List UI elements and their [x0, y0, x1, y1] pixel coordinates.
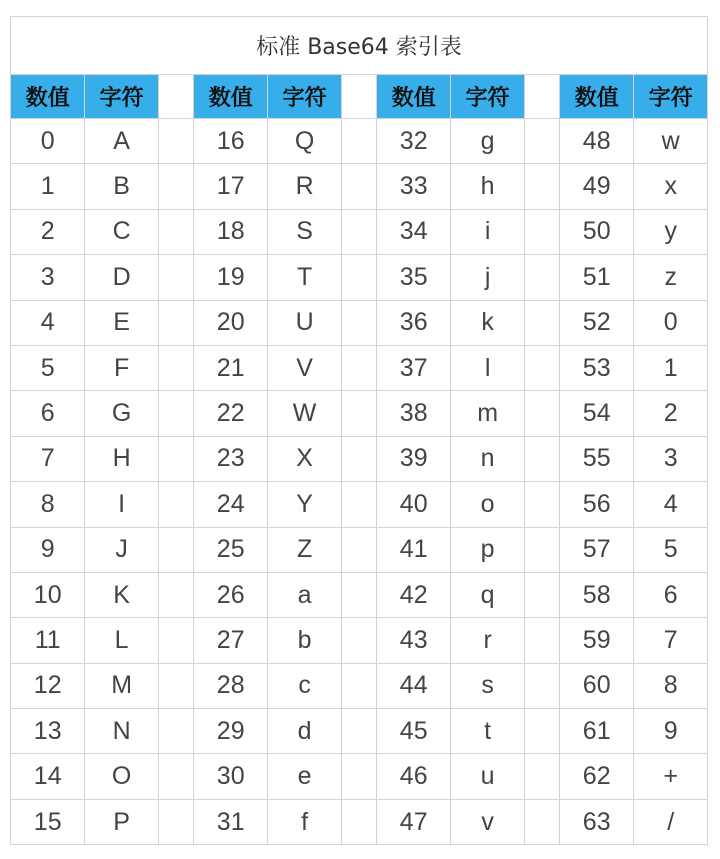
column-spacer: [341, 709, 376, 754]
column-spacer: [524, 75, 559, 119]
index-value-cell: 40: [377, 482, 451, 527]
column-spacer: [341, 300, 376, 345]
column-spacer: [158, 709, 193, 754]
column-spacer: [524, 255, 559, 300]
header-char: 字符: [268, 75, 341, 119]
column-spacer: [524, 345, 559, 390]
base64-char-cell: c: [268, 663, 341, 708]
index-value-cell: 35: [377, 255, 451, 300]
index-value-cell: 6: [11, 391, 85, 436]
index-value-cell: 8: [11, 482, 85, 527]
base64-char-cell: I: [85, 482, 158, 527]
header-value: 数值: [11, 75, 85, 119]
index-value-cell: 59: [560, 618, 634, 663]
table-row: [11, 300, 708, 345]
base64-char-cell: Y: [268, 482, 341, 527]
base64-char-cell: 4: [634, 482, 708, 527]
index-value-cell: 28: [194, 663, 268, 708]
index-value-cell: 46: [377, 754, 451, 799]
header-char: 字符: [634, 75, 708, 119]
index-value-cell: 22: [194, 391, 268, 436]
base64-char-cell: P: [85, 799, 158, 844]
base64-char-cell: G: [85, 391, 158, 436]
index-value-cell: 37: [377, 345, 451, 390]
base64-char-cell: u: [451, 754, 524, 799]
index-value-cell: 21: [194, 345, 268, 390]
base64-char-cell: p: [451, 527, 524, 572]
base64-char-cell: L: [85, 618, 158, 663]
table-row: [11, 255, 708, 300]
table-row: [11, 663, 708, 708]
index-value-cell: 47: [377, 799, 451, 844]
base64-char-cell: V: [268, 345, 341, 390]
column-spacer: [158, 209, 193, 254]
base64-char-cell: B: [85, 164, 158, 209]
column-spacer: [158, 300, 193, 345]
index-value-cell: 25: [194, 527, 268, 572]
base64-char-cell: t: [451, 709, 524, 754]
column-spacer: [341, 391, 376, 436]
index-value-cell: 11: [11, 618, 85, 663]
column-spacer: [341, 164, 376, 209]
column-spacer: [524, 482, 559, 527]
column-spacer: [524, 119, 559, 164]
column-spacer: [341, 345, 376, 390]
index-value-cell: 12: [11, 663, 85, 708]
column-spacer: [524, 527, 559, 572]
index-value-cell: 31: [194, 799, 268, 844]
index-value-cell: 63: [560, 799, 634, 844]
index-value-cell: 49: [560, 164, 634, 209]
base64-char-cell: C: [85, 209, 158, 254]
index-value-cell: 15: [11, 799, 85, 844]
header-char: 字符: [85, 75, 158, 119]
base64-char-cell: +: [634, 754, 708, 799]
header-value: 数值: [194, 75, 268, 119]
base64-char-cell: x: [634, 164, 708, 209]
index-value-cell: 52: [560, 300, 634, 345]
index-value-cell: 29: [194, 709, 268, 754]
index-value-cell: 7: [11, 436, 85, 481]
column-spacer: [524, 572, 559, 617]
table-row: [11, 345, 708, 390]
base64-char-cell: l: [451, 345, 524, 390]
base64-char-cell: 2: [634, 391, 708, 436]
base64-char-cell: f: [268, 799, 341, 844]
table-row: [11, 527, 708, 572]
base64-char-cell: R: [268, 164, 341, 209]
index-value-cell: 20: [194, 300, 268, 345]
index-value-cell: 5: [11, 345, 85, 390]
base64-char-cell: h: [451, 164, 524, 209]
index-value-cell: 44: [377, 663, 451, 708]
base64-char-cell: 3: [634, 436, 708, 481]
index-value-cell: 1: [11, 164, 85, 209]
column-spacer: [158, 482, 193, 527]
column-spacer: [158, 164, 193, 209]
index-value-cell: 61: [560, 709, 634, 754]
base64-char-cell: d: [268, 709, 341, 754]
index-value-cell: 30: [194, 754, 268, 799]
table-row: [11, 799, 708, 844]
column-spacer: [158, 572, 193, 617]
index-value-cell: 51: [560, 255, 634, 300]
column-spacer: [158, 618, 193, 663]
table-row: [11, 436, 708, 481]
base64-char-cell: K: [85, 572, 158, 617]
index-value-cell: 60: [560, 663, 634, 708]
index-value-cell: 16: [194, 119, 268, 164]
base64-char-cell: W: [268, 391, 341, 436]
index-value-cell: 14: [11, 754, 85, 799]
base64-char-cell: w: [634, 119, 708, 164]
base64-char-cell: 1: [634, 345, 708, 390]
index-value-cell: 54: [560, 391, 634, 436]
column-spacer: [524, 300, 559, 345]
index-value-cell: 23: [194, 436, 268, 481]
index-value-cell: 58: [560, 572, 634, 617]
index-value-cell: 2: [11, 209, 85, 254]
column-spacer: [341, 754, 376, 799]
base64-char-cell: 8: [634, 663, 708, 708]
base64-char-cell: A: [85, 119, 158, 164]
base64-char-cell: 5: [634, 527, 708, 572]
column-spacer: [341, 482, 376, 527]
index-value-cell: 10: [11, 572, 85, 617]
table-row: [11, 482, 708, 527]
column-spacer: [524, 618, 559, 663]
base64-char-cell: U: [268, 300, 341, 345]
index-value-cell: 9: [11, 527, 85, 572]
index-value-cell: 17: [194, 164, 268, 209]
index-value-cell: 27: [194, 618, 268, 663]
column-spacer: [158, 754, 193, 799]
base64-char-cell: 9: [634, 709, 708, 754]
index-value-cell: 45: [377, 709, 451, 754]
table-row: [11, 754, 708, 799]
index-value-cell: 13: [11, 709, 85, 754]
base64-char-cell: /: [634, 799, 708, 844]
index-value-cell: 38: [377, 391, 451, 436]
base64-char-cell: D: [85, 255, 158, 300]
table-row: [11, 119, 708, 164]
base64-char-cell: a: [268, 572, 341, 617]
base64-char-cell: n: [451, 436, 524, 481]
index-value-cell: 3: [11, 255, 85, 300]
index-value-cell: 43: [377, 618, 451, 663]
base64-char-cell: 6: [634, 572, 708, 617]
index-value-cell: 34: [377, 209, 451, 254]
column-spacer: [341, 799, 376, 844]
column-spacer: [524, 799, 559, 844]
index-value-cell: 33: [377, 164, 451, 209]
column-spacer: [158, 663, 193, 708]
base64-char-cell: E: [85, 300, 158, 345]
base64-char-cell: H: [85, 436, 158, 481]
index-value-cell: 42: [377, 572, 451, 617]
base64-char-cell: X: [268, 436, 341, 481]
column-spacer: [524, 436, 559, 481]
index-value-cell: 39: [377, 436, 451, 481]
base64-char-cell: b: [268, 618, 341, 663]
index-value-cell: 18: [194, 209, 268, 254]
index-value-cell: 48: [560, 119, 634, 164]
base64-char-cell: M: [85, 663, 158, 708]
index-value-cell: 57: [560, 527, 634, 572]
column-spacer: [524, 391, 559, 436]
column-spacer: [524, 209, 559, 254]
column-spacer: [341, 436, 376, 481]
base64-char-cell: o: [451, 482, 524, 527]
index-value-cell: 24: [194, 482, 268, 527]
column-spacer: [341, 572, 376, 617]
column-spacer: [524, 663, 559, 708]
base64-char-cell: Z: [268, 527, 341, 572]
base64-char-cell: q: [451, 572, 524, 617]
index-value-cell: 36: [377, 300, 451, 345]
column-spacer: [158, 436, 193, 481]
base64-char-cell: S: [268, 209, 341, 254]
column-spacer: [158, 527, 193, 572]
base64-char-cell: O: [85, 754, 158, 799]
column-spacer: [158, 119, 193, 164]
table-row: [11, 572, 708, 617]
header-value: 数值: [560, 75, 634, 119]
index-value-cell: 53: [560, 345, 634, 390]
base64-char-cell: s: [451, 663, 524, 708]
column-spacer: [341, 527, 376, 572]
column-spacer: [341, 119, 376, 164]
index-value-cell: 41: [377, 527, 451, 572]
index-value-cell: 19: [194, 255, 268, 300]
header-char: 字符: [451, 75, 524, 119]
base64-char-cell: r: [451, 618, 524, 663]
base64-char-cell: T: [268, 255, 341, 300]
column-spacer: [341, 209, 376, 254]
table-title: 标准 Base64 索引表: [11, 17, 708, 75]
base64-char-cell: g: [451, 119, 524, 164]
base64-char-cell: F: [85, 345, 158, 390]
column-spacer: [341, 75, 376, 119]
column-spacer: [158, 345, 193, 390]
index-value-cell: 26: [194, 572, 268, 617]
column-spacer: [158, 799, 193, 844]
base64-char-cell: v: [451, 799, 524, 844]
index-value-cell: 0: [11, 119, 85, 164]
column-spacer: [341, 255, 376, 300]
base64-index-table: [10, 16, 708, 845]
base64-char-cell: k: [451, 300, 524, 345]
column-spacer: [158, 255, 193, 300]
index-value-cell: 4: [11, 300, 85, 345]
index-value-cell: 62: [560, 754, 634, 799]
index-value-cell: 56: [560, 482, 634, 527]
table-row: [11, 164, 708, 209]
column-spacer: [341, 663, 376, 708]
base64-char-cell: j: [451, 255, 524, 300]
header-value: 数值: [377, 75, 451, 119]
table-row: [11, 709, 708, 754]
base64-char-cell: i: [451, 209, 524, 254]
column-spacer: [524, 164, 559, 209]
base64-char-cell: 7: [634, 618, 708, 663]
column-spacer: [158, 391, 193, 436]
base64-char-cell: z: [634, 255, 708, 300]
table-row: [11, 391, 708, 436]
base64-char-cell: e: [268, 754, 341, 799]
column-spacer: [341, 618, 376, 663]
column-spacer: [158, 75, 193, 119]
table-row: [11, 209, 708, 254]
base64-char-cell: y: [634, 209, 708, 254]
index-value-cell: 50: [560, 209, 634, 254]
column-spacer: [524, 754, 559, 799]
index-value-cell: 55: [560, 436, 634, 481]
index-value-cell: 32: [377, 119, 451, 164]
base64-char-cell: N: [85, 709, 158, 754]
base64-char-cell: Q: [268, 119, 341, 164]
base64-char-cell: J: [85, 527, 158, 572]
table-row: [11, 618, 708, 663]
column-spacer: [524, 709, 559, 754]
base64-char-cell: m: [451, 391, 524, 436]
base64-char-cell: 0: [634, 300, 708, 345]
